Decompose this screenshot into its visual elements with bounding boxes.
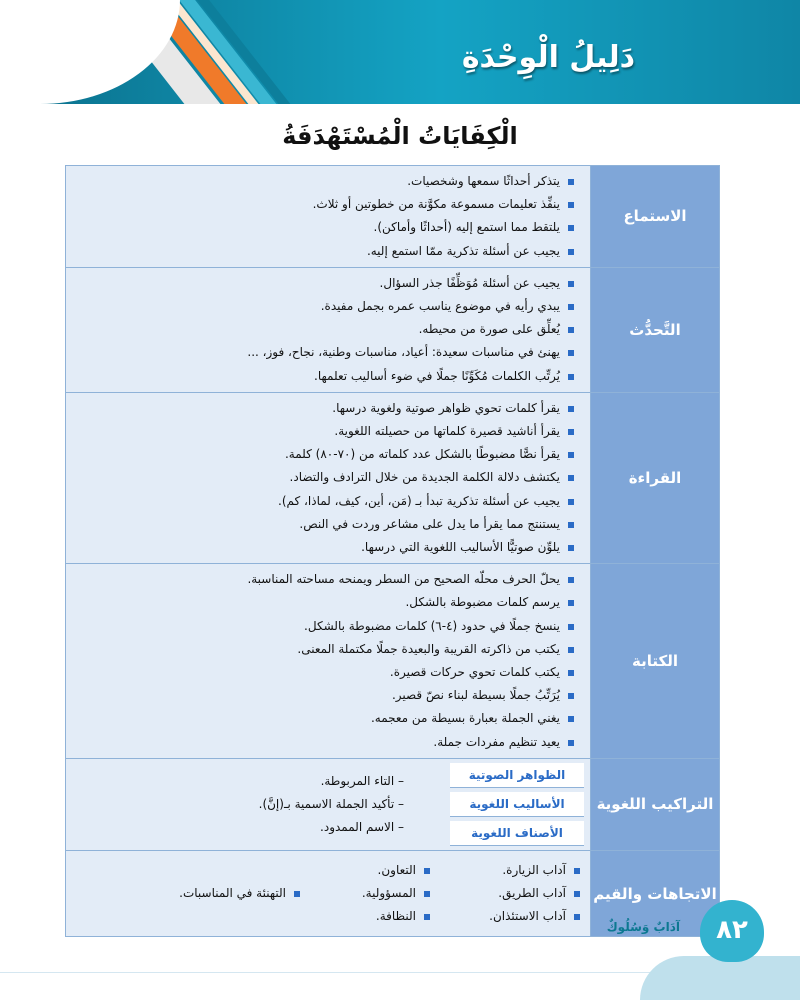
footer-section-name: آدَابٌ وَسُلُوكٌ: [606, 920, 680, 934]
page-number: ٨٢: [700, 900, 764, 962]
list-item: يقرأ أناشيد قصيرة كلماتها من حصيلته اللغوية.: [72, 420, 574, 443]
list-item: يقرأ كلمات تحوي ظواهر صوتية ولغوية درسها.: [72, 397, 574, 420]
listening-list: [66, 166, 590, 267]
list-item: آداب الطريق.: [444, 882, 580, 905]
list-item: التعاون.: [314, 859, 430, 882]
list-item: يلوِّن صوتيًّا الأساليب اللغوية التي درسها.: [72, 536, 574, 559]
list-item: يُرَتِّبُ جملًا بسيطة لبناء نصّ قصير.: [72, 684, 574, 707]
subcategory-styles: الأساليب اللغوية: [450, 792, 584, 817]
row-speaking: [66, 267, 720, 392]
list-item: يُرتِّب الكلمات مُكَوِّنًا جملًا في ضوء أساليب تعلمها.: [72, 365, 574, 388]
list-item: يتذكر أحداثًا سمعها وشخصيات.: [72, 170, 574, 193]
values-list-3: [66, 874, 310, 913]
list-item: ينسخ جملًا في حدود (٤-٦) كلمات مضبوطة بالشكل.: [72, 615, 574, 638]
category-reading: القراءة: [591, 392, 720, 563]
page-title: دَلِيلُ الْوِحْدَةِ: [461, 40, 635, 75]
reading-list: [66, 393, 590, 563]
list-item: التهنئة في المناسبات.: [70, 882, 300, 905]
list-item: النظافة.: [314, 905, 430, 928]
list-item: يعيد تنظيم مفردات جملة.: [72, 731, 574, 754]
list-item: يقرأ نصًّا مضبوطًا بالشكل عدد كلماته من (٧٠-٨٠) كلمة.: [72, 443, 574, 466]
row-reading: [66, 392, 720, 563]
syntax-item: – الاسم الممدود.: [320, 819, 404, 834]
list-item: يكتشف دلالة الكلمة الجديدة من خلال الترادف والتضاد.: [72, 466, 574, 489]
list-item: يكتب من ذاكرته القريبة والبعيدة جملًا مكتملة المعنى.: [72, 638, 574, 661]
list-item: يستنتج مما يقرأ ما يدل على مشاعر وردت في النص.: [72, 513, 574, 536]
list-item: يحلّ الحرف محلّه الصحيح من السطر ويمنحه مساحته المناسبة.: [72, 568, 574, 591]
row-syntax: [66, 758, 720, 850]
speaking-list: [66, 268, 590, 392]
syntax-item: – تأكيد الجملة الاسمية بـ(إنَّ).: [258, 796, 404, 811]
category-writing: الكتابة: [591, 564, 720, 759]
section-heading: الْكِفَايَاتُ الْمُسْتَهْدَفَةُ: [282, 122, 518, 150]
list-item: آداب الزيارة.: [444, 859, 580, 882]
row-writing: [66, 564, 720, 759]
list-item: يجيب عن أسئلة تذكرية ممّا استمع إليه.: [72, 240, 574, 263]
list-item: يكتب كلمات تحوي حركات قصيرة.: [72, 661, 574, 684]
list-item: المسؤولية.: [314, 882, 430, 905]
header-banner: [0, 0, 800, 104]
list-item: يجيب عن أسئلة مُوَظِّفًا جذر السؤال.: [72, 272, 574, 295]
list-item: يهنئ في مناسبات سعيدة: أعياد، مناسبات وطنية، نجاح، فوز، ...: [72, 341, 574, 364]
list-item: ينفِّذ تعليمات مسموعة مكوَّنة من خطوتين أو ثلاث.: [72, 193, 574, 216]
values-list-2: [310, 851, 440, 937]
subcategory-types: الأصناف اللغوية: [450, 821, 584, 846]
list-item: آداب الاستئذان.: [444, 905, 580, 928]
category-speaking: التَّحدُّث: [591, 267, 720, 392]
list-item: يجيب عن أسئلة تذكرية تبدأ بـ (مَن، أين، كيف، لماذا، كم).: [72, 490, 574, 513]
list-item: يُعلِّق على صورة من محيطه.: [72, 318, 574, 341]
list-item: يلتقط مما استمع إليه (أحداثًا وأماكن).: [72, 216, 574, 239]
category-listening: الاستماع: [591, 166, 720, 268]
list-item: يبدي رأيه في موضوع يناسب عمره بجمل مفيدة.: [72, 295, 574, 318]
writing-list: [66, 564, 590, 758]
list-item: يرسم كلمات مضبوطة بالشكل.: [72, 591, 574, 614]
footer-band: [640, 956, 800, 1000]
category-syntax: التراكيب اللغوية: [591, 758, 720, 850]
category-values: الاتجاهات والقيم: [591, 850, 720, 937]
competencies-table: [65, 165, 720, 937]
list-item: يغني الجملة بعبارة بسيطة من معجمه.: [72, 707, 574, 730]
subcategory-phonetic: الظواهر الصوتية: [450, 763, 584, 788]
banner-corner: [0, 0, 180, 104]
syntax-item: – التاء المربوطة.: [320, 773, 404, 788]
row-listening: [66, 166, 720, 268]
